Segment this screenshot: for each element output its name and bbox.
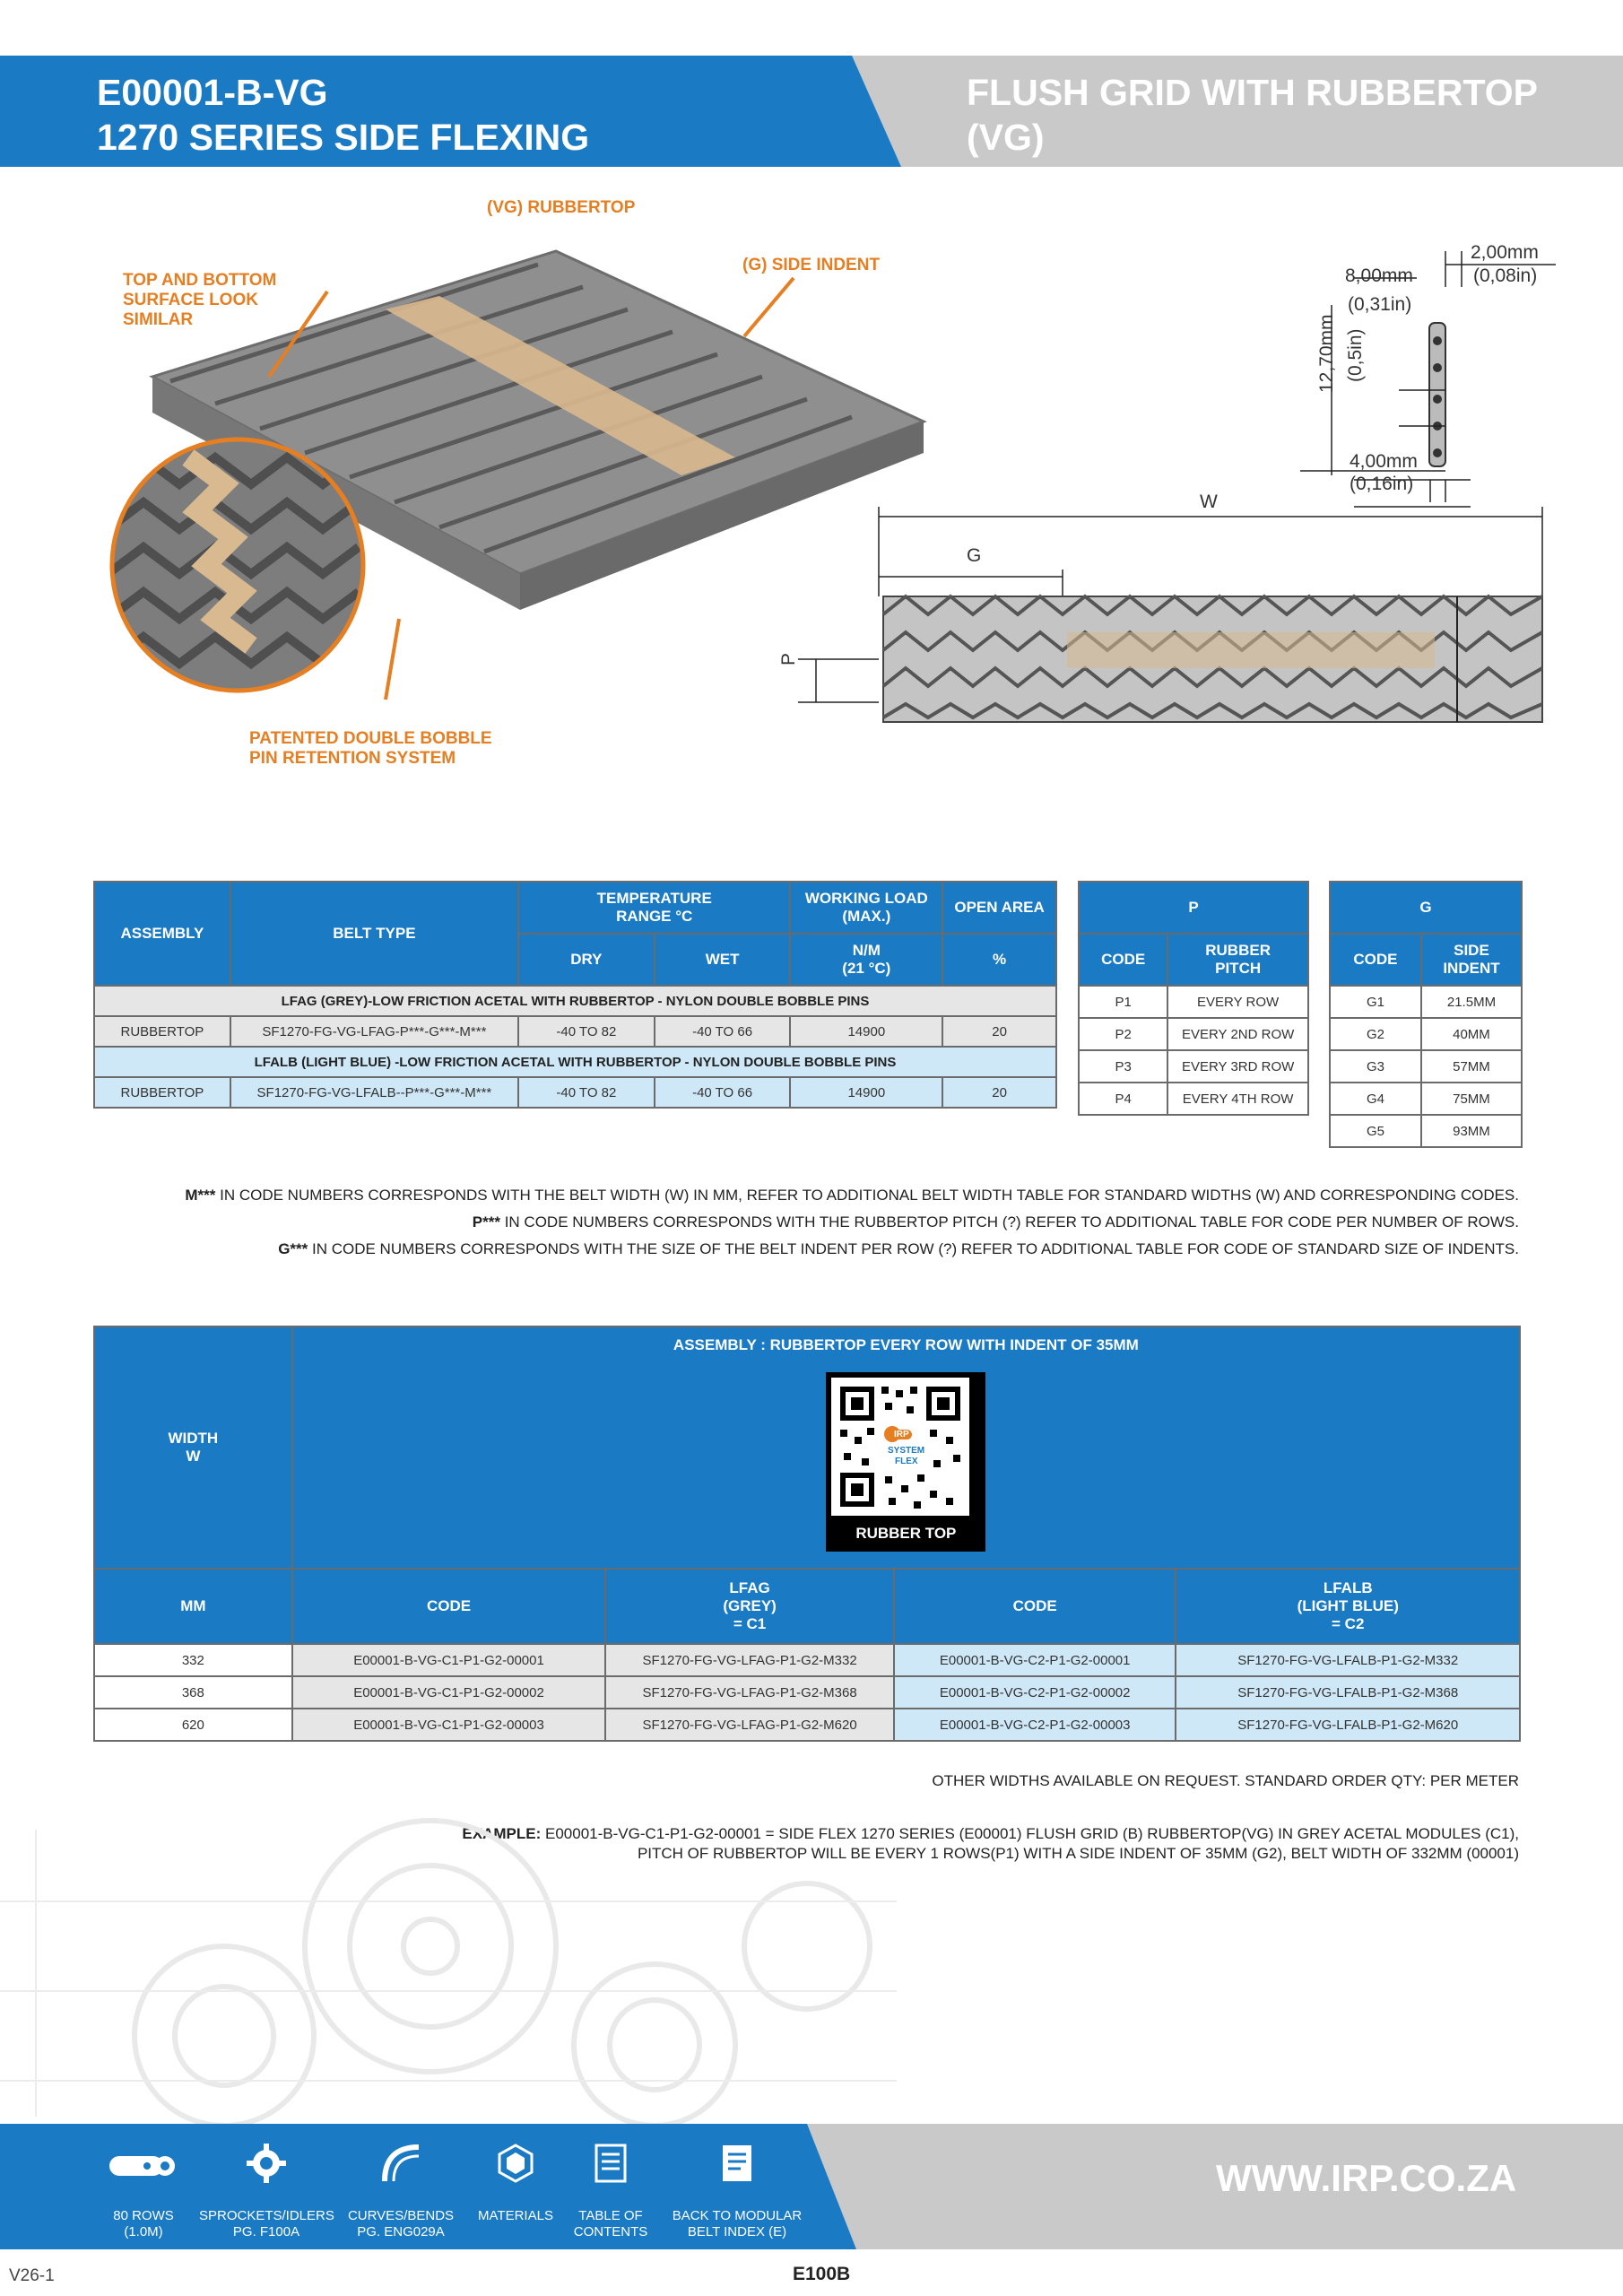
product-code: E00001-B-VG <box>97 72 328 113</box>
cell-dry: -40 TO 82 <box>518 1016 655 1047</box>
cell-lfag: SF1270-FG-VG-LFAG-P1-G2-M368 <box>605 1676 894 1709</box>
th-width-line1: WIDTH <box>168 1430 219 1447</box>
cell-code-c1: E00001-B-VG-C1-P1-G2-00002 <box>292 1676 606 1709</box>
th-open-area: OPEN AREA <box>942 882 1056 934</box>
label-pin-retention <box>249 729 492 769</box>
g-table <box>1329 881 1523 1148</box>
th-code-c2: CODE <box>894 1569 1176 1644</box>
section-lfalb: LFALB (LIGHT BLUE) -LOW FRICTION ACETAL WITH RUBBERTOP - NYLON DOUBLE BOBBLE PINS <box>94 1047 1056 1077</box>
th-lfag-line3: = C1 <box>733 1615 767 1632</box>
label-surface-line3: SIMILAR <box>123 310 194 329</box>
cell-assembly: RUBBERTOP <box>94 1077 230 1108</box>
th-temperature <box>518 882 790 934</box>
version-label: V26-1 <box>9 2266 55 2285</box>
dim-12in: (0,5in) <box>1345 328 1366 382</box>
cell-mm: 620 <box>94 1709 292 1741</box>
footer-index-l2: BELT INDEX (E) <box>687 2224 787 2239</box>
th-width-line2: W <box>186 1448 201 1465</box>
dim-12mm: 12,70mm <box>1316 314 1337 393</box>
cell-g-code: G3 <box>1330 1050 1421 1083</box>
cell-g-value: 57MM <box>1421 1050 1522 1083</box>
cell-belt-type: SF1270-FG-VG-LFALB--P***-G***-M*** <box>230 1077 518 1108</box>
table-row <box>94 1709 1520 1741</box>
cell-g-value: 40MM <box>1421 1018 1522 1050</box>
website-link[interactable]: WWW.IRP.CO.ZA <box>1216 2157 1517 2199</box>
note-p-text: IN CODE NUMBERS CORRESPONDS WITH THE RUBBERTOP PITCH (?) REFER TO ADDITIONAL TABLE FOR CODE PER NUMBER OF ROWS. <box>499 1213 1519 1231</box>
dim-2in: (0,08in) <box>1473 265 1538 286</box>
table-row <box>1079 1018 1308 1050</box>
th-assembly: ASSEMBLY <box>94 882 230 986</box>
code-notes <box>185 1182 1519 1263</box>
note-g-text: IN CODE NUMBERS CORRESPONDS WITH THE SIZE OF THE BELT INDENT PER ROW (?) REFER TO ADDITIONAL TABLE FOR CODE OF STANDARD SIZE OF INDENTS. <box>308 1240 1519 1257</box>
cell-load: 14900 <box>790 1077 942 1108</box>
th-lfag <box>605 1569 894 1644</box>
technical-drawing <box>771 233 1560 735</box>
cell-assembly: RUBBERTOP <box>94 1016 230 1047</box>
g-table-title: G <box>1330 882 1522 934</box>
note-p <box>185 1209 1519 1236</box>
th-load-line1: WORKING LOAD <box>804 890 928 907</box>
dim-8mm: 8,00mm <box>1345 265 1413 286</box>
footer-materials-l1: MATERIALS <box>478 2208 553 2223</box>
label-surface-line2: SURFACE LOOK <box>123 291 258 309</box>
th-nm-line1: N/M <box>852 942 881 959</box>
table-row <box>1330 1083 1522 1115</box>
cell-lfag: SF1270-FG-VG-LFAG-P1-G2-M620 <box>605 1709 894 1741</box>
cell-p-value: EVERY 3RD ROW <box>1167 1050 1308 1083</box>
cell-dry: -40 TO 82 <box>518 1077 655 1108</box>
cell-g-code: G4 <box>1330 1083 1421 1115</box>
p-table <box>1078 881 1309 1116</box>
th-nm-line2: (21 °C) <box>842 960 891 977</box>
cell-g-code: G5 <box>1330 1115 1421 1147</box>
qr-label: RUBBER TOP <box>855 1525 957 1542</box>
document-icon <box>595 2144 627 2183</box>
th-side-line2: INDENT <box>1443 960 1500 977</box>
cell-mm: 368 <box>94 1676 292 1709</box>
section-lfag: LFAG (GREY)-LOW FRICTION ACETAL WITH RUBBERTOP - NYLON DOUBLE BOBBLE PINS <box>94 986 1056 1016</box>
label-surface <box>123 271 276 330</box>
qr-logo-system: SYSTEM <box>888 1446 925 1456</box>
footer-rows-l2: (1.0M) <box>124 2224 163 2239</box>
cell-lfalb: SF1270-FG-VG-LFALB-P1-G2-M620 <box>1176 1709 1520 1741</box>
dim-2mm: 2,00mm <box>1471 242 1539 263</box>
table-row <box>1330 1115 1522 1147</box>
footer-index-l1: BACK TO MODULAR <box>672 2208 803 2223</box>
side-profile <box>1300 251 1556 507</box>
th-load-line2: (MAX.) <box>842 908 891 925</box>
th-lfalb-line2: (LIGHT BLUE) <box>1297 1597 1399 1614</box>
cell-p-code: P3 <box>1079 1050 1167 1083</box>
curve-icon <box>379 2142 422 2185</box>
th-working-load <box>790 882 942 934</box>
dim-4in: (0,16in) <box>1350 474 1414 494</box>
index-document-icon <box>721 2144 753 2183</box>
product-title: FLUSH GRID WITH RUBBERTOP (VG) <box>967 72 1538 158</box>
cell-lfalb: SF1270-FG-VG-LFALB-P1-G2-M332 <box>1176 1644 1520 1676</box>
th-lfalb-line3: = C2 <box>1332 1615 1365 1632</box>
th-side-indent <box>1421 934 1522 986</box>
table-row <box>94 1644 1520 1676</box>
cell-load: 14900 <box>790 1016 942 1047</box>
example-key: EXAMPLE: <box>462 1825 542 1842</box>
rows-icon <box>108 2147 179 2179</box>
cell-g-code: G1 <box>1330 986 1421 1018</box>
footer-rows-l1: 80 ROWS <box>113 2208 174 2223</box>
cell-g-value: 75MM <box>1421 1083 1522 1115</box>
footer-link-belt-index[interactable] <box>670 2135 804 2240</box>
th-pct: % <box>942 934 1056 986</box>
table-row <box>94 1676 1520 1709</box>
cell-wet: -40 TO 66 <box>655 1077 791 1108</box>
cell-g-code: G2 <box>1330 1018 1421 1050</box>
cell-lfag: SF1270-FG-VG-LFAG-P1-G2-M332 <box>605 1644 894 1676</box>
footer-contents-l1: TABLE OF <box>578 2208 643 2223</box>
cell-g-value: 21.5MM <box>1421 986 1522 1018</box>
qr-logo-flex: FLEX <box>895 1457 918 1466</box>
th-side-line1: SIDE <box>1454 942 1489 959</box>
cell-p-value: EVERY 4TH ROW <box>1167 1083 1308 1115</box>
th-g-code: CODE <box>1330 934 1421 986</box>
gear-watermark <box>0 1812 897 2135</box>
label-pin-line1: PATENTED DOUBLE BOBBLE <box>249 729 492 748</box>
page-number: E100B <box>793 2264 851 2284</box>
leader-pin <box>386 619 399 700</box>
belt-plan-view <box>883 596 1542 722</box>
note-g <box>185 1236 1519 1263</box>
table-row <box>1079 986 1308 1018</box>
cell-code-c1: E00001-B-VG-C1-P1-G2-00003 <box>292 1709 606 1741</box>
th-lfalb <box>1176 1569 1520 1644</box>
th-wet: WET <box>655 934 791 986</box>
cell-mm: 332 <box>94 1644 292 1676</box>
cell-code-c2: E00001-B-VG-C2-P1-G2-00002 <box>894 1676 1176 1709</box>
dim-8in: (0,31in) <box>1348 294 1412 315</box>
table-row <box>1079 1050 1308 1083</box>
qr-logo-irp: IRP <box>891 1430 912 1439</box>
cell-p-value: EVERY ROW <box>1167 986 1308 1018</box>
th-lfag-line1: LFAG <box>729 1579 770 1596</box>
dim-4mm: 4,00mm <box>1350 451 1418 472</box>
note-m-key: M*** <box>185 1187 216 1204</box>
th-lfalb-line1: LFALB <box>1323 1579 1373 1596</box>
th-lfag-line2: (GREY) <box>723 1597 777 1614</box>
product-subtitle: ATW = (ASSEMBLED TO WIDTH) <box>967 161 1537 203</box>
cell-belt-type: SF1270-FG-VG-LFAG-P***-G***-M*** <box>230 1016 518 1047</box>
table-row <box>1079 1083 1308 1115</box>
th-rubber-pitch <box>1167 934 1308 986</box>
example-line1: E00001-B-VG-C1-P1-G2-00001 = SIDE FLEX 1270 SERIES (E00001) FLUSH GRID (B) RUBBERTOP(VG) IN GREY ACETAL MODULES (C1), <box>541 1825 1519 1842</box>
product-series: 1270 SERIES SIDE FLEXING <box>97 117 590 158</box>
dim-p-label: P <box>778 652 799 665</box>
note-p-key: P*** <box>472 1213 500 1231</box>
cell-open: 20 <box>942 1077 1056 1108</box>
dim-g-label: G <box>967 545 982 566</box>
note-m <box>185 1182 1519 1209</box>
table-row <box>1330 1018 1522 1050</box>
th-width <box>94 1326 292 1569</box>
cell-p-value: EVERY 2ND ROW <box>1167 1018 1308 1050</box>
footer-link-rows[interactable] <box>76 2135 211 2240</box>
cell-p-code: P2 <box>1079 1018 1167 1050</box>
cell-open: 20 <box>942 1016 1056 1047</box>
th-temp-line1: TEMPERATURE <box>596 890 712 907</box>
th-code-c1: CODE <box>292 1569 606 1644</box>
cell-code-c2: E00001-B-VG-C2-P1-G2-00001 <box>894 1644 1176 1676</box>
dim-w-label: W <box>1200 491 1218 512</box>
table-row <box>1330 1050 1522 1083</box>
cell-p-code: P4 <box>1079 1083 1167 1115</box>
footer-sprockets-l1: SPROCKETS/IDLERS <box>199 2208 334 2223</box>
cell-p-code: P1 <box>1079 986 1167 1018</box>
footer-contents-l2: CONTENTS <box>573 2224 648 2239</box>
note-m-text: IN CODE NUMBERS CORRESPONDS WITH THE BELT WIDTH (W) IN MM, REFER TO ADDITIONAL BELT WIDTH TABLE FOR STANDARD WIDTHS (W) AND CORRESPONDING CODES. <box>215 1187 1519 1204</box>
assembly-title: ASSEMBLY : RUBBERTOP EVERY ROW WITH INDENT OF 35MM <box>673 1336 1139 1353</box>
materials-icon <box>498 2144 534 2183</box>
th-temp-line2: RANGE °C <box>616 908 693 925</box>
table-row <box>94 1077 1056 1108</box>
cell-wet: -40 TO 66 <box>655 1016 791 1047</box>
spec-table <box>93 881 1057 1109</box>
cell-g-value: 93MM <box>1421 1115 1522 1147</box>
label-g-side-indent: (G) SIDE INDENT <box>742 256 881 274</box>
th-nm <box>790 934 942 986</box>
other-widths-note: OTHER WIDTHS AVAILABLE ON REQUEST. STANDARD ORDER QTY: PER METER <box>932 1772 1519 1789</box>
table-row <box>1330 986 1522 1018</box>
th-pitch-line1: RUBBER <box>1205 942 1271 959</box>
footer-curves-l2: PG. ENG029A <box>357 2224 445 2239</box>
cell-lfalb: SF1270-FG-VG-LFALB-P1-G2-M368 <box>1176 1676 1520 1709</box>
th-mm: MM <box>94 1569 292 1644</box>
footer-curves-l1: CURVES/BENDS <box>347 2208 455 2223</box>
p-table-title: P <box>1079 882 1308 934</box>
width-table <box>93 1326 1521 1742</box>
footer-link-contents[interactable] <box>543 2135 678 2240</box>
label-surface-line1: TOP AND BOTTOM <box>123 271 277 290</box>
th-belt-type: BELT TYPE <box>230 882 518 986</box>
sprocket-icon <box>247 2144 286 2183</box>
footer-link-sprockets[interactable] <box>199 2135 334 2240</box>
label-pin-line2: PIN RETENTION SYSTEM <box>249 749 456 768</box>
label-vg-rubbertop: (VG) RUBBERTOP <box>487 198 636 217</box>
table-row <box>94 1016 1056 1047</box>
th-pitch-line2: PITCH <box>1215 960 1262 977</box>
cell-code-c2: E00001-B-VG-C2-P1-G2-00003 <box>894 1709 1176 1741</box>
th-p-code: CODE <box>1079 934 1167 986</box>
header-right-title <box>967 70 1623 204</box>
example-line2: PITCH OF RUBBERTOP WILL BE EVERY 1 ROWS(P1) WITH A SIDE INDENT OF 35MM (G2), BELT WIDTH OF 332MM (00001) <box>637 1845 1519 1862</box>
cell-code-c1: E00001-B-VG-C1-P1-G2-00001 <box>292 1644 606 1676</box>
header-left-title <box>97 70 589 160</box>
th-dry: DRY <box>518 934 655 986</box>
note-g-key: G*** <box>278 1240 308 1257</box>
footer-sprockets-l2: PG. F100A <box>232 2224 300 2239</box>
